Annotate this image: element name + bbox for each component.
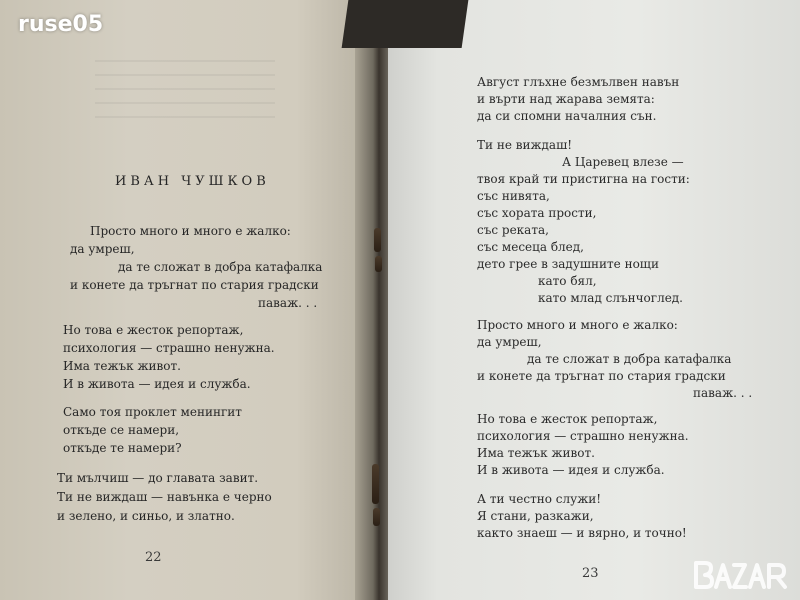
poem-author-title: ИВАН ЧУШКОВ [115, 174, 270, 189]
page-number-left: 22 [145, 550, 162, 565]
poem-line: А ти честно служи! [477, 492, 602, 506]
poem-line: Просто много и много е жалко: [90, 224, 291, 238]
bleed-through-text [95, 60, 275, 120]
poem-line: Август глъхне безмълвен навън [477, 75, 680, 89]
poem-line: със хората прости, [477, 206, 597, 220]
poem-line: да си спомни началния сън. [477, 109, 657, 123]
poem-line: И в живота — идея и служба. [477, 463, 665, 477]
watermark-text: ruse05 [18, 12, 104, 37]
poem-line: със нивята, [477, 189, 550, 203]
poem-line: паваж. . . [693, 386, 753, 400]
poem-line: Просто много и много е жалко: [477, 318, 678, 332]
binding-stitch [372, 464, 379, 504]
poem-line: със реката, [477, 223, 549, 237]
poem-line: Има тежък живот. [477, 446, 595, 460]
poem-line: Има тежък живот. [63, 359, 181, 373]
poem-line: А Царевец влезе — [562, 155, 684, 169]
poem-line: да умреш, [477, 335, 542, 349]
poem-line: да те сложат в добра катафалка [118, 260, 323, 274]
poem-line: И в живота — идея и служба. [63, 377, 251, 391]
poem-line: да умреш, [70, 242, 135, 256]
poem-line: паваж. . . [258, 296, 318, 310]
poem-line: със месеца блед, [477, 240, 584, 254]
poem-line: психология — страшно ненужна. [477, 429, 689, 443]
poem-line: Само тоя проклет менингит [63, 405, 242, 419]
poem-line: като млад слънчоглед. [538, 291, 683, 305]
poem-line: психология — страшно ненужна. [63, 341, 275, 355]
poem-line: Но това е жесток репортаж, [477, 412, 658, 426]
poem-line: и конете да тръгнат по стария градски [70, 278, 319, 292]
poem-line: като бял, [538, 274, 597, 288]
page-number-right: 23 [582, 566, 599, 581]
poem-line: откъде те намери? [63, 441, 182, 455]
poem-line: откъде се намери, [63, 423, 180, 437]
binding-stitch [373, 508, 380, 526]
poem-line: твоя край ти пристигна на гости: [477, 172, 690, 186]
book-cover-edge [342, 0, 469, 48]
poem-line: и конете да тръгнат по стария градски [477, 369, 726, 383]
poem-line: дето грее в задушните нощи [477, 257, 659, 271]
binding-stitch [375, 256, 382, 272]
poem-line: и зелено, и синьо, и златно. [57, 509, 235, 523]
poem-line: Ти мълчиш — до главата завит. [57, 471, 259, 485]
poem-line: Я стани, разкажи, [477, 509, 594, 523]
binding-stitch [374, 228, 381, 252]
bazar-logo-watermark [690, 555, 795, 595]
poem-line: и върти над жарава земята: [477, 92, 655, 106]
poem-line: да те сложат в добра катафалка [527, 352, 732, 366]
poem-line: Ти не виждаш — навънка е черно [57, 490, 272, 504]
poem-line: Ти не виждаш! [477, 138, 573, 152]
poem-line: Но това е жесток репортаж, [63, 323, 244, 337]
poem-line: както знаеш — и вярно, и точно! [477, 526, 687, 540]
